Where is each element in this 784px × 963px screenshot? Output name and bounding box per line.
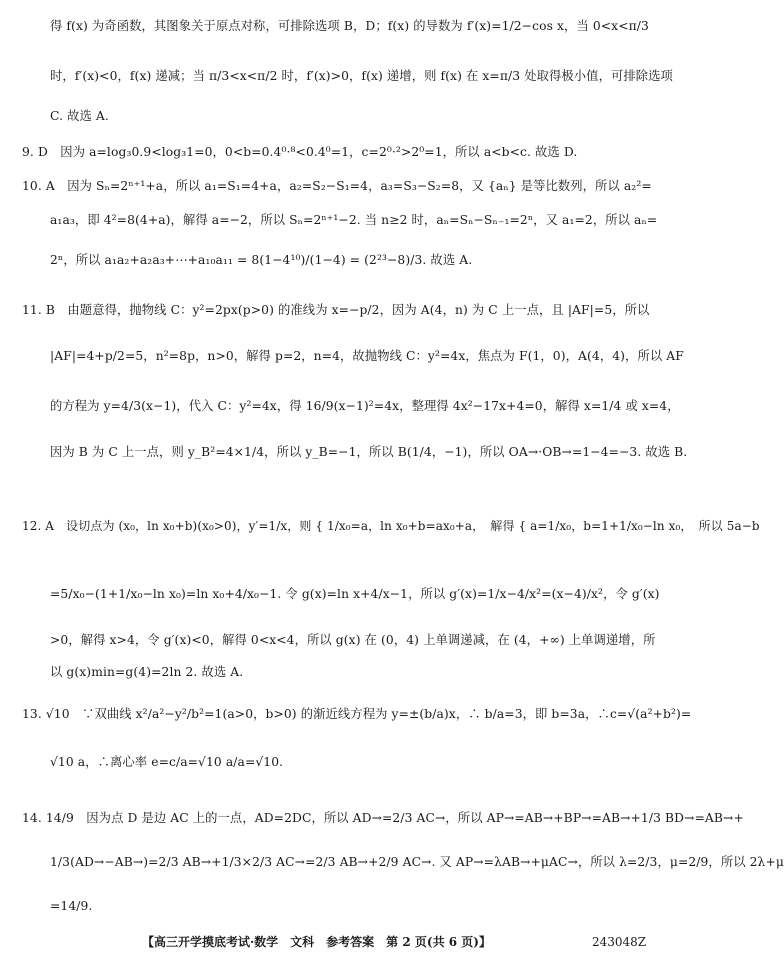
text-line: 2ⁿ，所以 a₁a₂+a₂a₃+⋯+a₁₀a₁₁ = 8(1−4¹⁰)/(1−4) = (2²³−8)/3. 故选 A. — [50, 253, 473, 267]
text-line: 10. A 因为 Sₙ=2ⁿ⁺¹+a，所以 a₁=S₁=4+a，a₂=S₂−S₁=4，a₃=S₃−S₂=8，又 {aₙ} 是等比数列，所以 a₂²= — [22, 179, 652, 193]
text-line: 因为 B 为 C 上一点，则 y_B²=4×1/4，所以 y_B=−1，所以 B(1/4，−1)，所以 OA→·OB→=1−4=−3. 故选 B. — [50, 445, 688, 459]
page-footer — [0, 932, 677, 952]
text-line: C. 故选 A. — [50, 109, 109, 123]
text-line: 12. A 设切点为 (x₀，ln x₀+b)(x₀>0)，y′=1/x，则 { 1/x₀=a，ln x₀+b=ax₀+a， 解得 { a=1/x₀，b=1+1/x₀−ln x₀， 所以 5a−b — [22, 519, 760, 533]
text-line: =14/9. — [50, 899, 93, 913]
text-line: 以 g(x)min=g(4)=2ln 2. 故选 A. — [50, 665, 244, 679]
text-line: a₁a₃，即 4²=8(4+a)，解得 a=−2，所以 Sₙ=2ⁿ⁺¹−2. 当 n≥2 时，aₙ=Sₙ−Sₙ₋₁=2ⁿ，又 a₁=2，所以 aₙ= — [50, 213, 658, 227]
text-line: 时，f′(x)<0，f(x) 递减；当 π/3<x<π/2 时，f′(x)>0，f(x) 递增，则 f(x) 在 x=π/3 处取得极小值，可排除选项 — [50, 69, 673, 83]
text-line: |AF|=4+p/2=5，n²=8p，n>0，解得 p=2，n=4，故抛物线 C：y²=4x，焦点为 F(1，0)，A(4，4)，所以 AF — [50, 349, 684, 363]
text-line: 9. D 因为 a=log₃0.9<log₃1=0，0<b=0.4⁰·⁸<0.4⁰=1，c=2⁰·²>2⁰=1，所以 a<b<c. 故选 D. — [22, 145, 578, 159]
text-line: 的方程为 y=4/3(x−1)，代入 C：y²=4x，得 16/9(x−1)²=4x，整理得 4x²−17x+4=0，解得 x=1/4 或 x=4， — [50, 399, 680, 413]
footer-title: 【高三开学摸底考试·数学 文科 参考答案 第 2 页(共 6 页)】 — [142, 935, 491, 949]
text-line: =5/x₀−(1+1/x₀−ln x₀)=ln x₀+4/x₀−1. 令 g(x)=ln x+4/x−1，所以 g′(x)=1/x−4/x²=(x−4)/x²，令 g′(x) — [50, 587, 660, 601]
text-line: >0，解得 x>4，令 g′(x)<0，解得 0<x<4，所以 g(x) 在 (0，4) 上单调递减，在 (4，+∞) 上单调递增，所 — [50, 633, 656, 647]
text-line: 14. 14/9 因为点 D 是边 AC 上的一点，AD=2DC，所以 AD→=2/3 AC→，所以 AP→=AB→+BP→=AB→+1/3 BD→=AB→+ — [22, 811, 744, 825]
text-line: 得 f(x) 为奇函数，其图象关于原点对称，可排除选项 B，D；f(x) 的导数为 f′(x)=1/2−cos x，当 0<x<π/3 — [50, 19, 649, 33]
text-line: 1/3(AD→−AB→)=2/3 AB→+1/3×2/3 AC→=2/3 AB→+2/9 AC→. 又 AP→=λAB→+μAC→，所以 λ=2/3，μ=2/9，所以 2λ+μ — [50, 855, 784, 869]
footer-code: 243048Z — [592, 935, 647, 949]
text-line: 11. B 由题意得，抛物线 C：y²=2px(p>0) 的准线为 x=−p/2，因为 A(4，n) 为 C 上一点，且 |AF|=5，所以 — [22, 303, 650, 317]
text-line: √10 a，∴离心率 e=c/a=√10 a/a=√10. — [50, 755, 284, 769]
text-line: 13. √10 ∵双曲线 x²/a²−y²/b²=1(a>0，b>0) 的渐近线方程为 y=±(b/a)x，∴ b/a=3，即 b=3a，∴c=√(a²+b²)= — [22, 707, 692, 721]
